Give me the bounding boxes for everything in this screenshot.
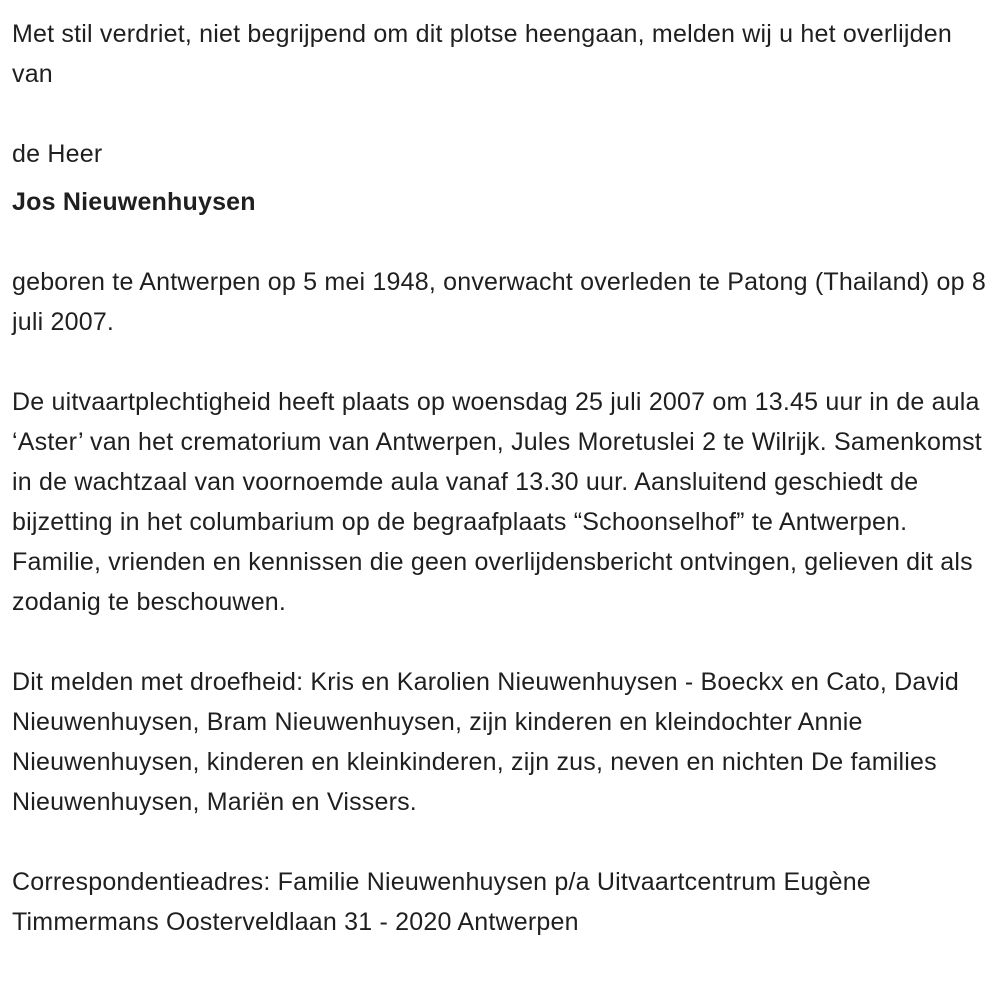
obituary-intro: Met stil verdriet, niet begrijpend om dit plotse heengaan, melden wij u het overlijden van bbox=[12, 20, 952, 88]
obituary-ceremony-details: De uitvaartplechtigheid heeft plaats op woensdag 25 juli 2007 om 13.45 uur in de aula ‘Aster’ van het crematorium van Antwerpen, Jules Moretuslei 2 te Wilrijk. Samenkomst in de wachtzaal van voornoemde aula vanaf 13.30 uur. Aansluitend geschiedt de bijzetting in het columbarium op de begraafplaats “Schoonselhof” te Antwerpen. Familie, vrienden en kennissen die geen overlijdensbericht ontvingen, gelieven dit als zodanig te beschouwen. bbox=[12, 388, 982, 616]
obituary-salutation: de Heer bbox=[12, 140, 103, 168]
obituary-family-announcement: Dit melden met droefheid: Kris en Karolien Nieuwenhuysen - Boeckx en Cato, David Nieuwenhuysen, Bram Nieuwenhuysen, zijn kinderen en kleindochter Annie Nieuwenhuysen, kinderen en kleinkinderen, zijn zus, neven en nichten De families Nieuwenhuysen, Mariën en Vissers. bbox=[12, 668, 960, 816]
obituary-birth-death: geboren te Antwerpen op 5 mei 1948, onverwacht overleden te Patong (Thailand) op 8 juli 2007. bbox=[12, 268, 986, 336]
deceased-name: Jos Nieuwenhuysen bbox=[12, 188, 256, 216]
obituary-correspondence-address: Correspondentieadres: Familie Nieuwenhuysen p/a Uitvaartcentrum Eugène Timmermans Oosterveldlaan 31 - 2020 Antwerpen bbox=[12, 868, 871, 936]
